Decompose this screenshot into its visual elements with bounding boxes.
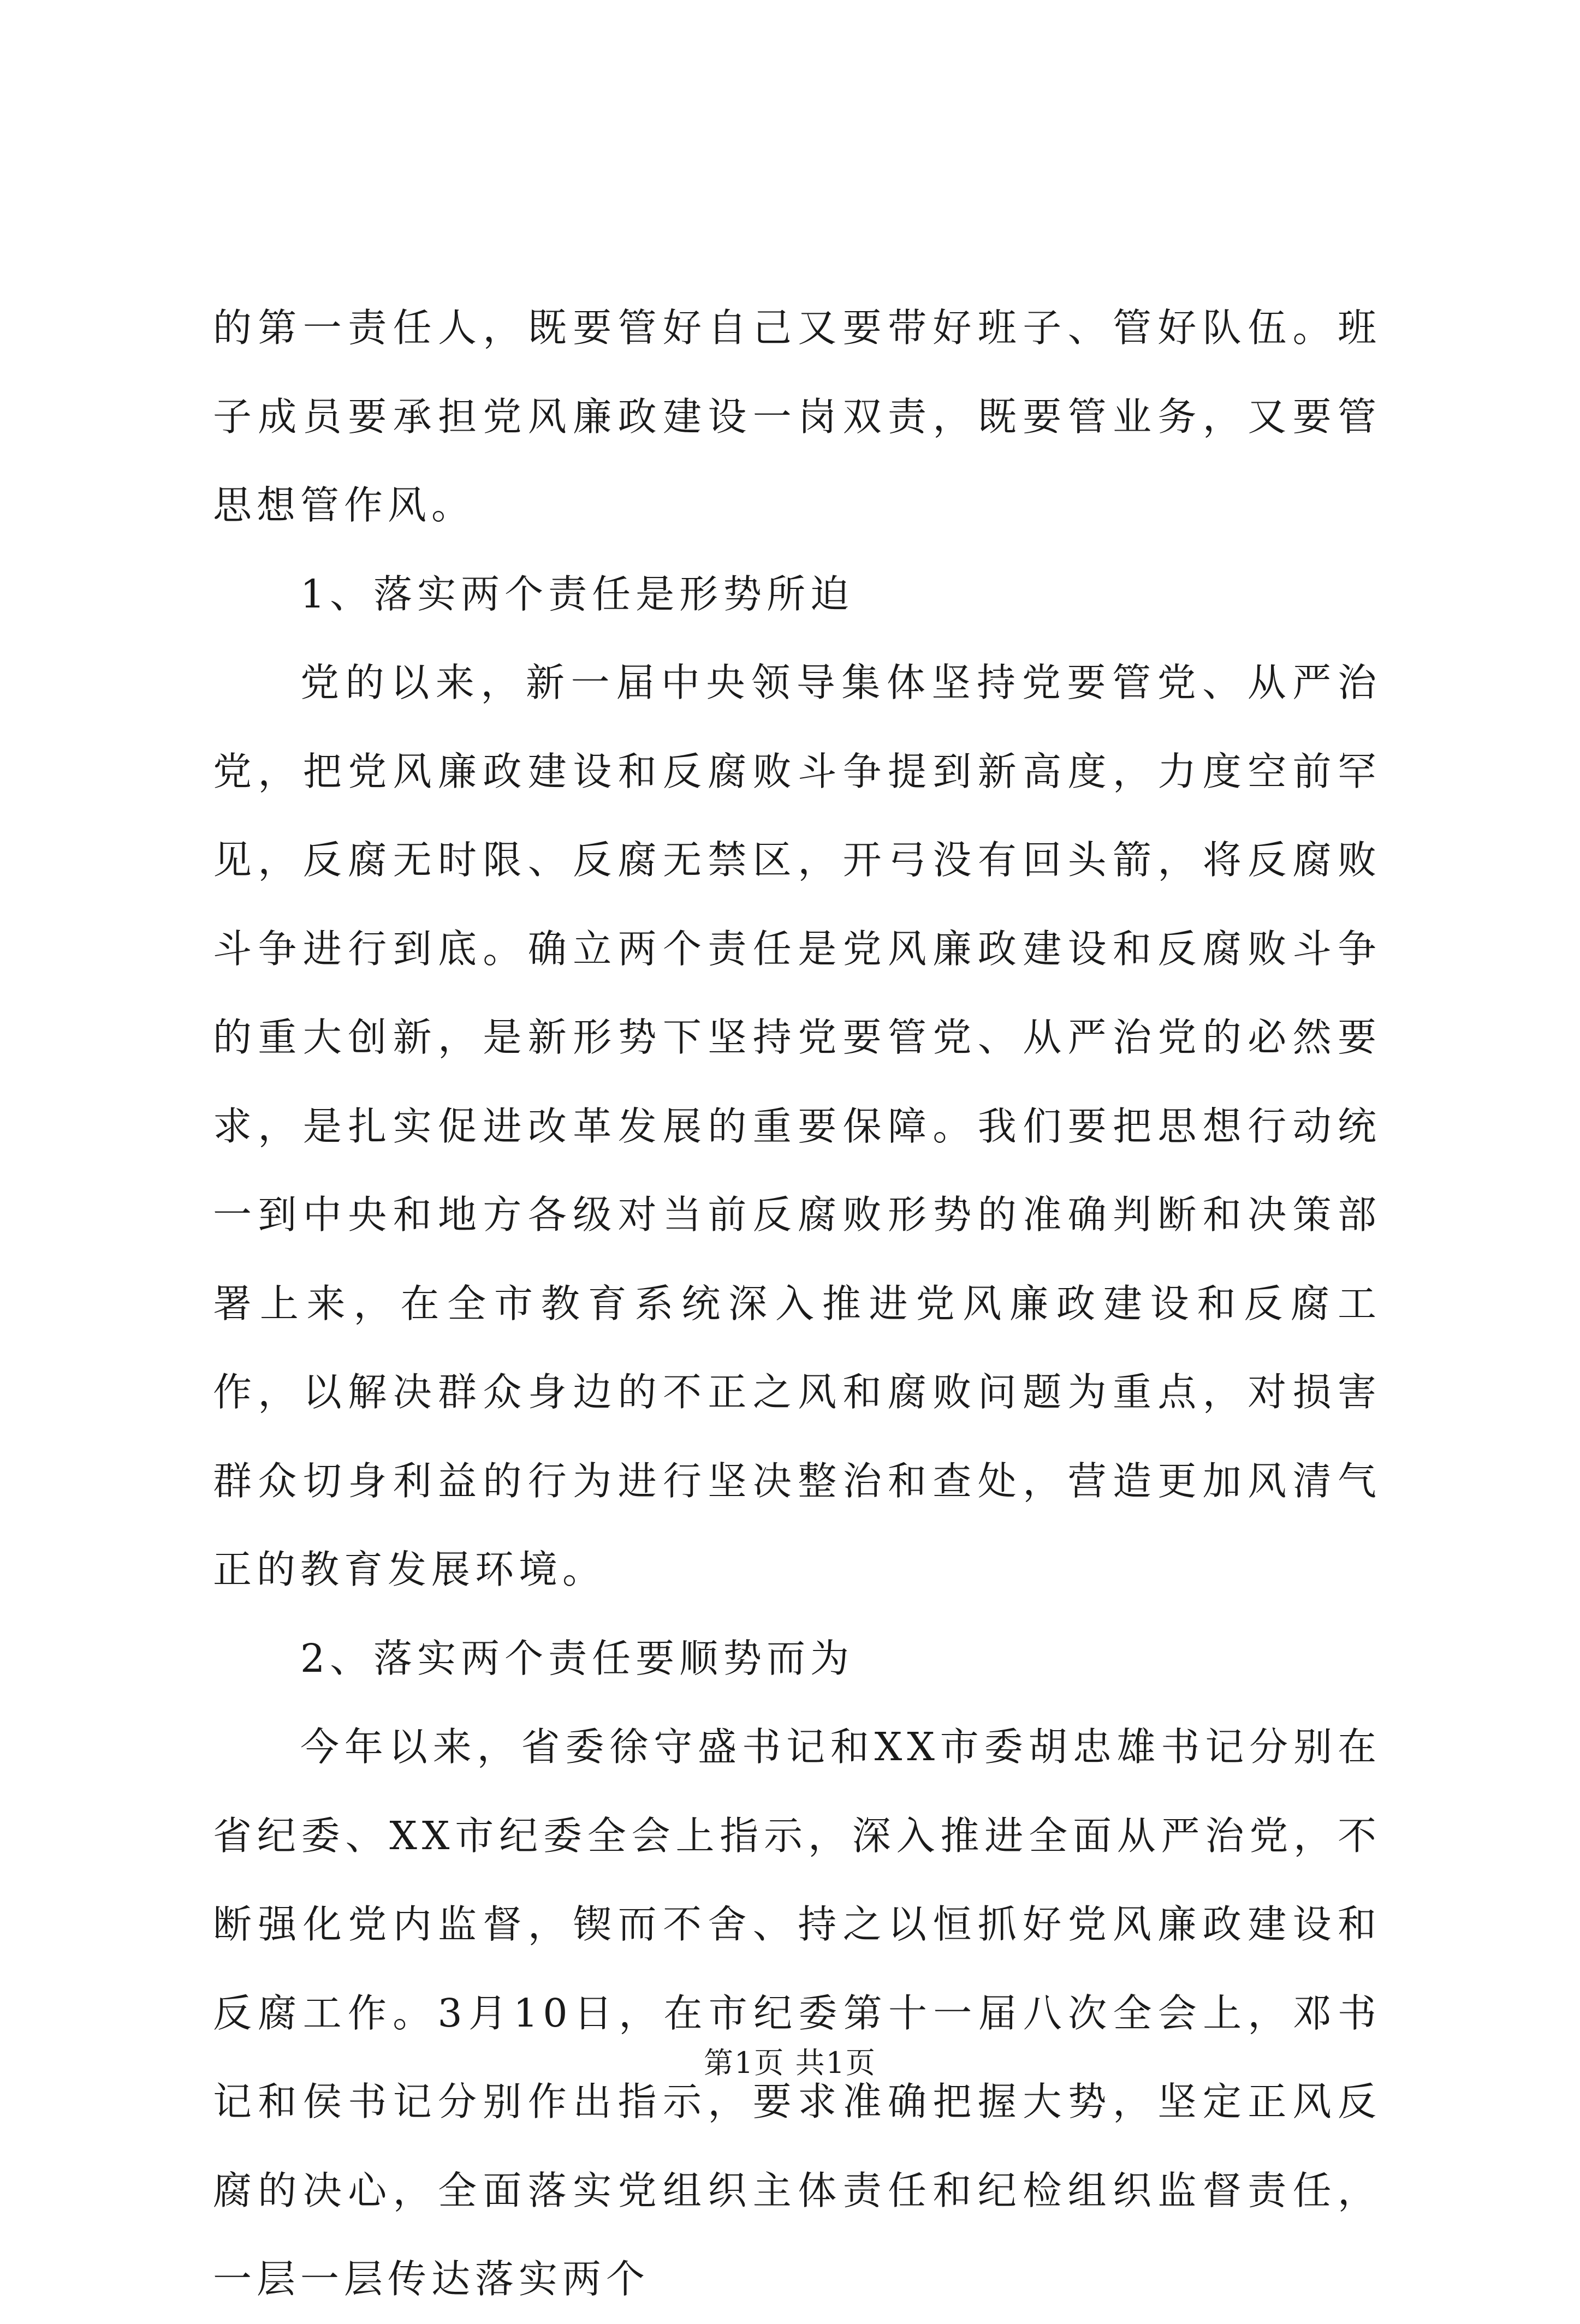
document-body [213, 284, 1381, 2324]
page-number-footer: 第1页 共1页 [704, 2046, 876, 2080]
paragraph-continuation: 的第一责任人，既要管好自己又要带好班子、管好队伍。班子成员要承担党风廉政建设一岗双责，既要管业务，又要管思想管作风。 [213, 305, 1381, 528]
paragraph-section-2: 今年以来，省委徐守盛书记和XX市委胡忠雄书记分别在省纪委、XX市纪委全会上指示，深入推进全面从严治党，不断强化党内监督，锲而不舍、持之以恒抓好党风廉政建设和反腐工作。3月10日，在市纪委第十一届八次全会上，邓书记和侯书记分别作出指示，要求准确把握大势，坚定正风反腐的决心，全面落实党组织主体责任和纪检组织监督责任，一层一层传达落实两个 [213, 1724, 1381, 2302]
section-heading-1: 1、落实两个责任是形势所迫 [300, 571, 854, 617]
section-heading-2: 2、落实两个责任要顺势而为 [300, 1635, 854, 1681]
paragraph-section-1: 党的以来，新一届中央领导集体坚持党要管党、从严治党，把党风廉政建设和反腐败斗争提到新高度，力度空前罕见，反腐无时限、反腐无禁区，开弓没有回头箭，将反腐败斗争进行到底。确立两个责任是党风廉政建设和反腐败斗争的重大创新，是新形势下坚持党要管党、从严治党的必然要求，是扎实促进改革发展的重要保障。我们要把思想行动统一到中央和地方各级对当前反腐败形势的准确判断和决策部署上来，在全市教育系统深入推进党风廉政建设和反腐工作，以解决群众身边的不正之风和腐败问题为重点，对损害群众切身利益的行为进行坚决整治和查处，营造更加风清气正的教育发展环境。 [213, 660, 1381, 1592]
